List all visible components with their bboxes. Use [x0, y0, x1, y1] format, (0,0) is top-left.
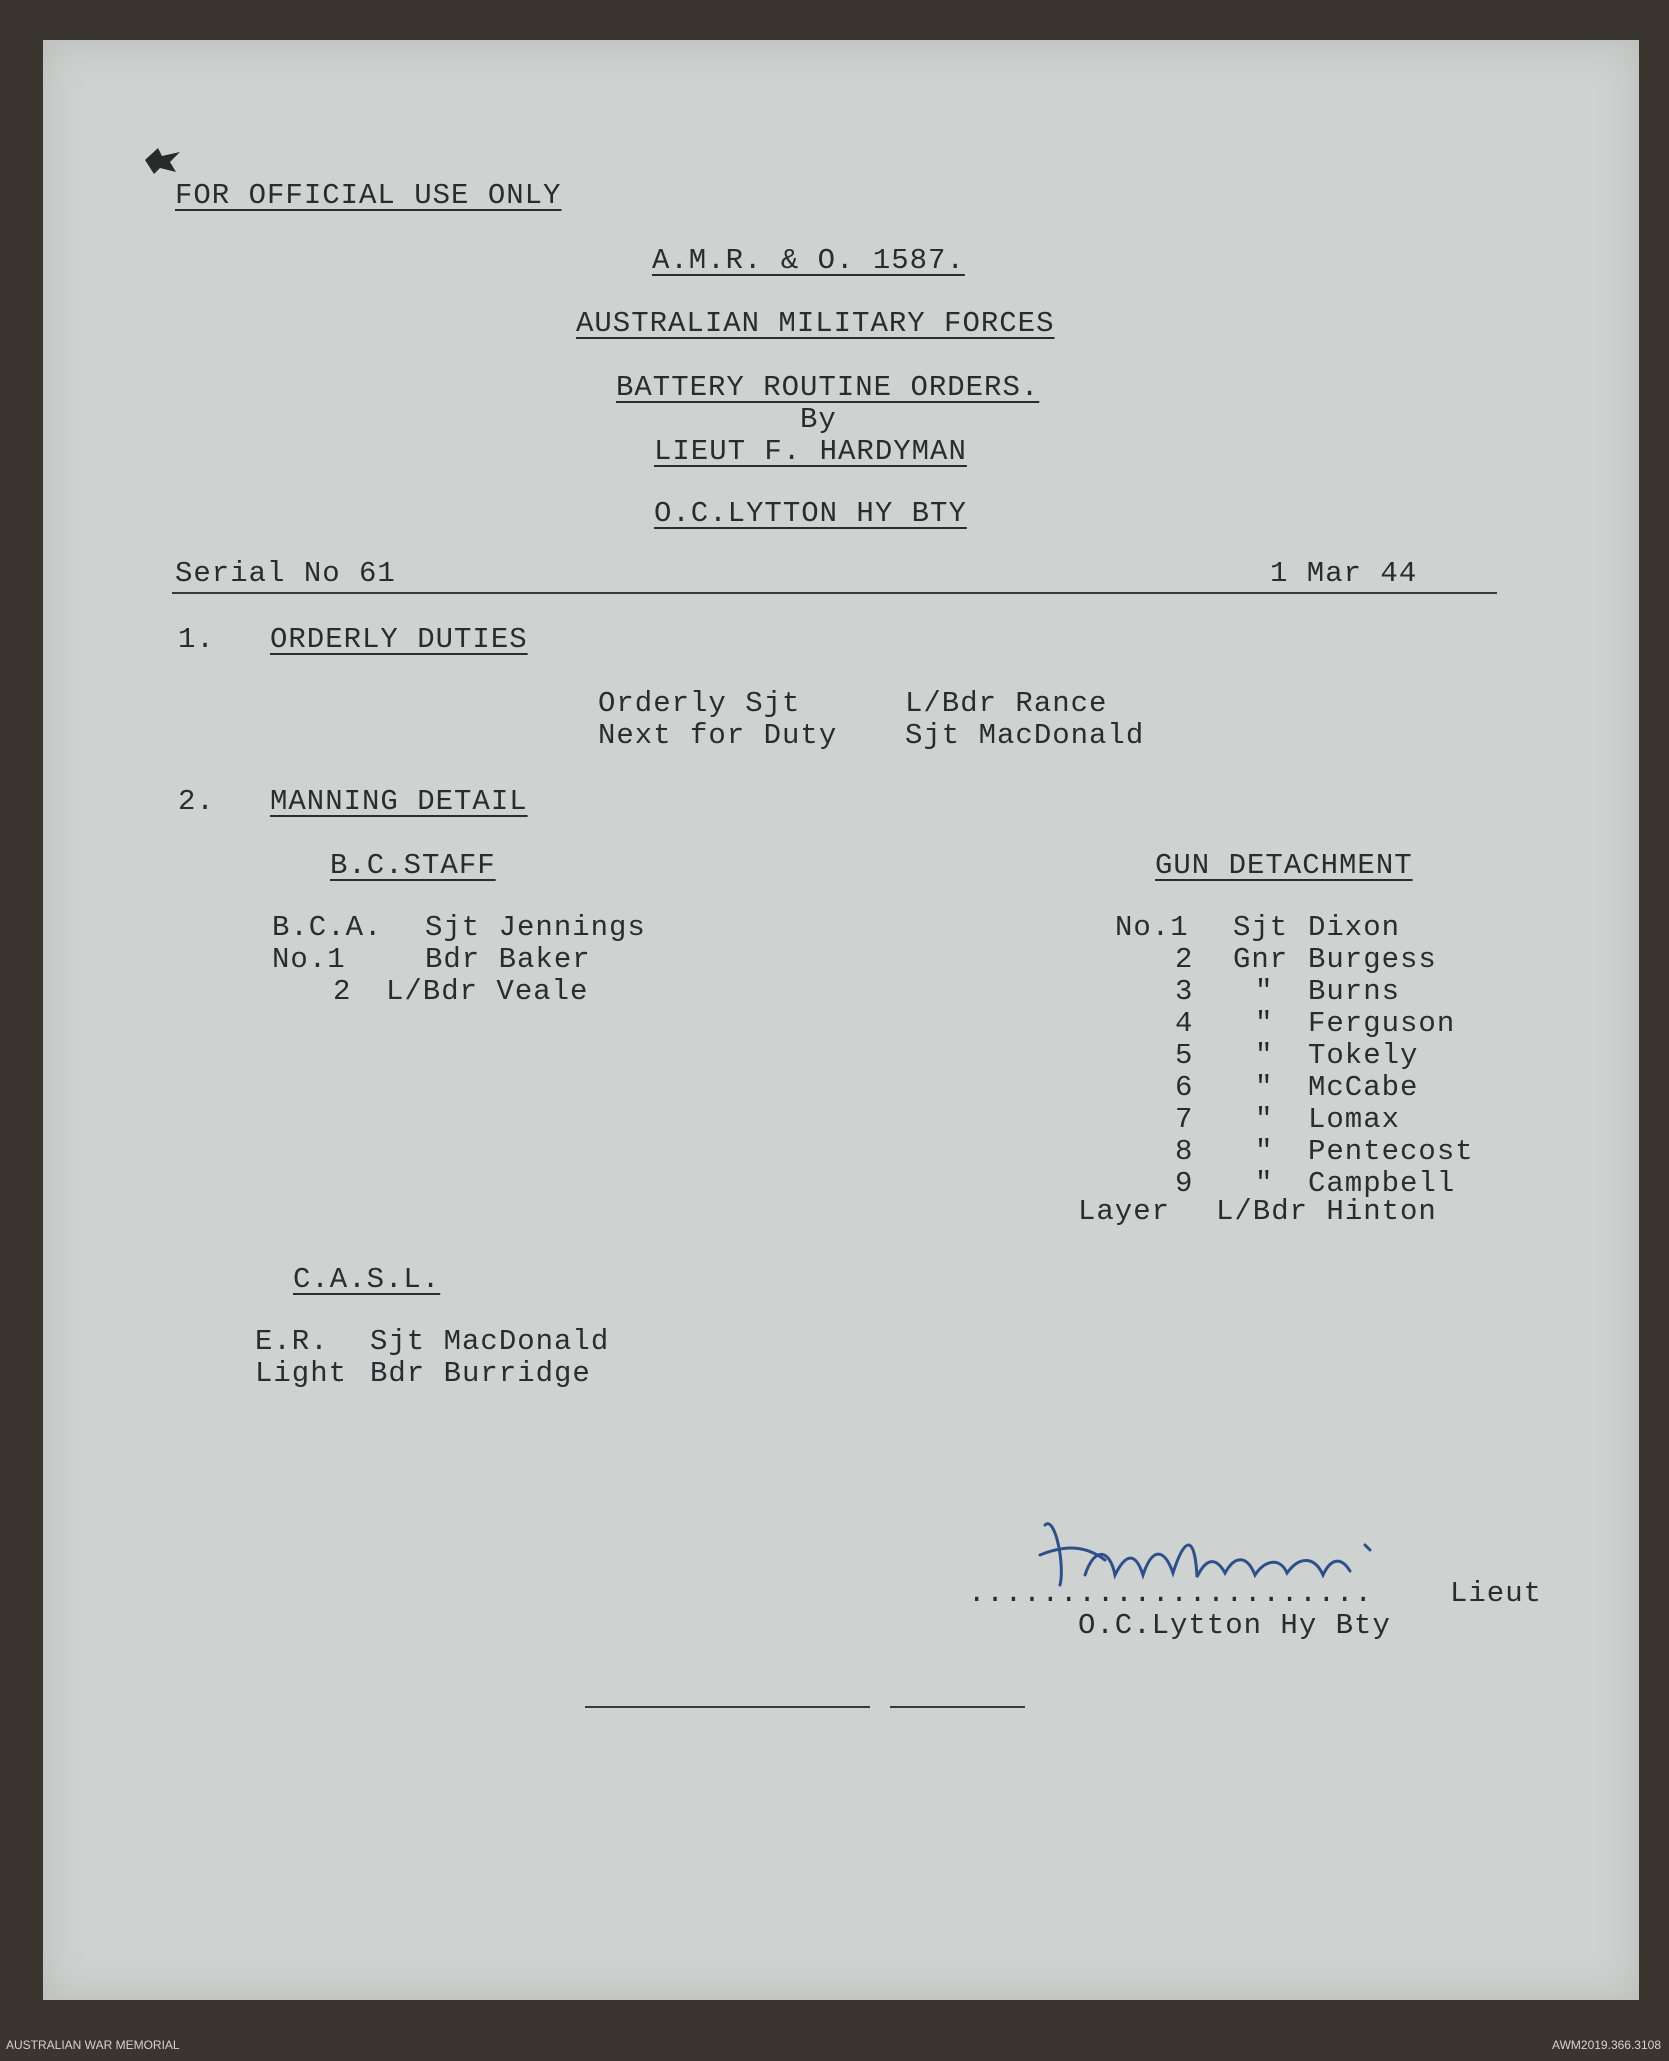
gun-crew-name: Dixon: [1308, 911, 1401, 944]
section-1-number: 1.: [178, 623, 215, 656]
gun-rank: ": [1255, 1167, 1274, 1200]
gun-position: 9: [1175, 1167, 1194, 1200]
order-date: 1 Mar 44: [1270, 557, 1418, 590]
gun-position: No.1: [1115, 911, 1189, 944]
gun-crew-name: Tokely: [1308, 1039, 1419, 1072]
signature-dots: ......................: [968, 1577, 1373, 1610]
document-title: BATTERY ROUTINE ORDERS.: [616, 371, 1040, 404]
gun-crew-name: Ferguson: [1308, 1007, 1456, 1040]
bc-staff-person: Sjt Jennings: [425, 911, 646, 944]
closing-line-left: [585, 1706, 870, 1708]
next-duty-person: Sjt MacDonald: [905, 719, 1145, 752]
closing-line-right: [890, 1706, 1025, 1708]
gun-rank: ": [1255, 975, 1274, 1008]
bc-staff-pos: 2: [333, 975, 352, 1008]
gun-detachment-heading: GUN DETACHMENT: [1155, 849, 1413, 882]
gun-rank: ": [1255, 1135, 1274, 1168]
gun-rank: ": [1255, 1071, 1274, 1104]
reference-number: A.M.R. & O. 1587.: [652, 244, 965, 277]
casl-heading: C.A.S.L.: [293, 1263, 441, 1296]
gun-position: 2: [1175, 943, 1194, 976]
gun-position: 6: [1175, 1071, 1194, 1104]
bc-staff-pos: No.1: [272, 943, 346, 976]
casl-person: Sjt MacDonald: [370, 1325, 610, 1358]
orderly-role: Orderly Sjt: [598, 687, 801, 720]
punch-hole-icon: [140, 140, 190, 180]
serial-number: Serial No 61: [175, 557, 396, 590]
signature-unit: O.C.Lytton Hy Bty: [1078, 1609, 1391, 1642]
officer-name: LIEUT F. HARDYMAN: [654, 435, 967, 468]
section-2-number: 2.: [178, 785, 215, 818]
casl-pos: Light: [255, 1357, 348, 1390]
gun-crew-name: Burgess: [1308, 943, 1437, 976]
gun-rank: ": [1255, 1039, 1274, 1072]
gun-rank: Sjt: [1233, 911, 1289, 944]
bc-staff-person: Bdr Baker: [425, 943, 591, 976]
by-label: By: [800, 403, 837, 436]
casl-pos: E.R.: [255, 1325, 329, 1358]
gun-crew-name: Burns: [1308, 975, 1401, 1008]
gun-crew-name: Campbell: [1308, 1167, 1456, 1200]
gun-rank: Gnr: [1233, 943, 1289, 976]
gun-rank: ": [1255, 1007, 1274, 1040]
gun-position: 3: [1175, 975, 1194, 1008]
layer-pos: Layer: [1078, 1195, 1171, 1228]
footer-catalogue-id: AWM2019.366.3108: [1552, 2038, 1661, 2052]
unit-heading: O.C.LYTTON HY BTY: [654, 497, 967, 530]
gun-position: 4: [1175, 1007, 1194, 1040]
section-2-heading: MANNING DETAIL: [270, 785, 528, 818]
classification-label: FOR OFFICIAL USE ONLY: [175, 179, 562, 212]
gun-crew-name: McCabe: [1308, 1071, 1419, 1104]
gun-rank: ": [1255, 1103, 1274, 1136]
bc-staff-heading: B.C.STAFF: [330, 849, 496, 882]
force-heading: AUSTRALIAN MILITARY FORCES: [576, 307, 1055, 340]
next-duty-role: Next for Duty: [598, 719, 838, 752]
gun-crew-name: Pentecost: [1308, 1135, 1474, 1168]
gun-position: 5: [1175, 1039, 1194, 1072]
casl-person: Bdr Burridge: [370, 1357, 591, 1390]
serial-divider: [172, 592, 1497, 594]
bc-staff-person: L/Bdr Veale: [386, 975, 589, 1008]
layer-person: L/Bdr Hinton: [1216, 1195, 1437, 1228]
signature-rank: Lieut: [1450, 1577, 1543, 1610]
footer-archive-name: AUSTRALIAN WAR MEMORIAL: [6, 2038, 180, 2052]
section-1-heading: ORDERLY DUTIES: [270, 623, 528, 656]
bc-staff-pos: B.C.A.: [272, 911, 383, 944]
gun-crew-name: Lomax: [1308, 1103, 1401, 1136]
gun-position: 8: [1175, 1135, 1194, 1168]
gun-position: 7: [1175, 1103, 1194, 1136]
orderly-person: L/Bdr Rance: [905, 687, 1108, 720]
